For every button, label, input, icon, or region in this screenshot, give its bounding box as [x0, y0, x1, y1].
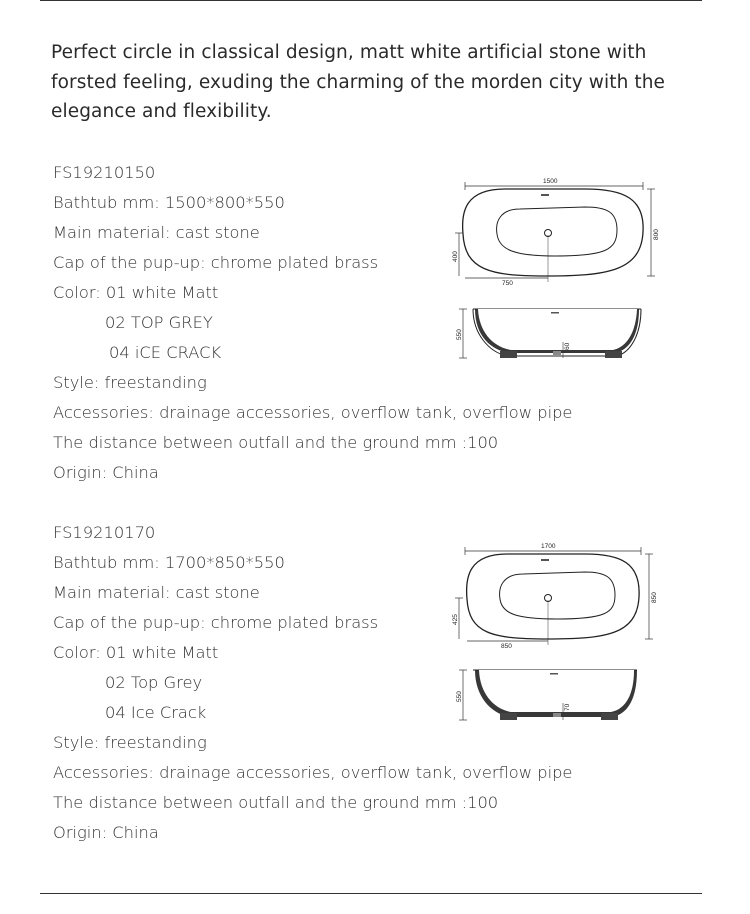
- color-option-1: Color: 01 white Matt: [53, 643, 219, 662]
- style: Style: freestanding: [53, 373, 207, 392]
- dim-half-width: 400: [452, 251, 459, 262]
- dim-length: 1700: [541, 543, 556, 550]
- bathtub-drawing-svg: [445, 172, 660, 372]
- dim-half-width: 425: [452, 614, 459, 625]
- accessories: Accessories: drainage accessories, overflow tank, overflow pipe: [53, 763, 573, 782]
- color-option-3: 04 iCE CRACK: [109, 343, 222, 362]
- dim-width: 800: [653, 229, 660, 240]
- bathtub-size: Bathtub mm: 1700*850*550: [53, 553, 285, 572]
- color-option-3: 04 Ice Crack: [105, 703, 207, 722]
- color-option-2: 02 TOP GREY: [105, 313, 213, 332]
- dim-length: 1500: [543, 178, 558, 185]
- cap-material: Cap of the pup-up: chrome plated brass: [53, 253, 379, 272]
- model-number: FS19210170: [53, 523, 156, 542]
- outfall-distance: The distance between outfall and the ground mm :100: [53, 793, 499, 812]
- dim-width: 850: [651, 592, 658, 603]
- dim-drain: 60: [564, 342, 571, 350]
- technical-drawing-1: [445, 172, 660, 372]
- dim-half-length: 850: [501, 643, 512, 650]
- bathtub-drawing-svg: [445, 537, 660, 737]
- bottom-divider: [40, 893, 702, 894]
- main-material: Main material: cast stone: [53, 583, 260, 602]
- origin: Origin: China: [53, 823, 159, 842]
- dim-height: 550: [456, 329, 463, 340]
- dim-height: 550: [456, 691, 463, 702]
- color-option-2: 02 Top Grey: [105, 673, 203, 692]
- main-material: Main material: cast stone: [53, 223, 260, 242]
- dim-drain: 70: [564, 703, 571, 711]
- dim-half-length: 750: [502, 280, 513, 287]
- origin: Origin: China: [53, 463, 159, 482]
- style: Style: freestanding: [53, 733, 207, 752]
- outfall-distance: The distance between outfall and the ground mm :100: [53, 433, 499, 452]
- accessories: Accessories: drainage accessories, overflow tank, overflow pipe: [53, 403, 573, 422]
- model-number: FS19210150: [53, 163, 156, 182]
- intro-paragraph: Perfect circle in classical design, matt white artificial stone with forsted feeling, exuding the charming of the morden city with the elegance and flexibility.: [51, 42, 666, 122]
- technical-drawing-2: [445, 537, 660, 737]
- cap-material: Cap of the pup-up: chrome plated brass: [53, 613, 379, 632]
- color-option-1: Color: 01 white Matt: [53, 283, 219, 302]
- top-divider: [40, 0, 702, 1]
- bathtub-size: Bathtub mm: 1500*800*550: [53, 193, 285, 212]
